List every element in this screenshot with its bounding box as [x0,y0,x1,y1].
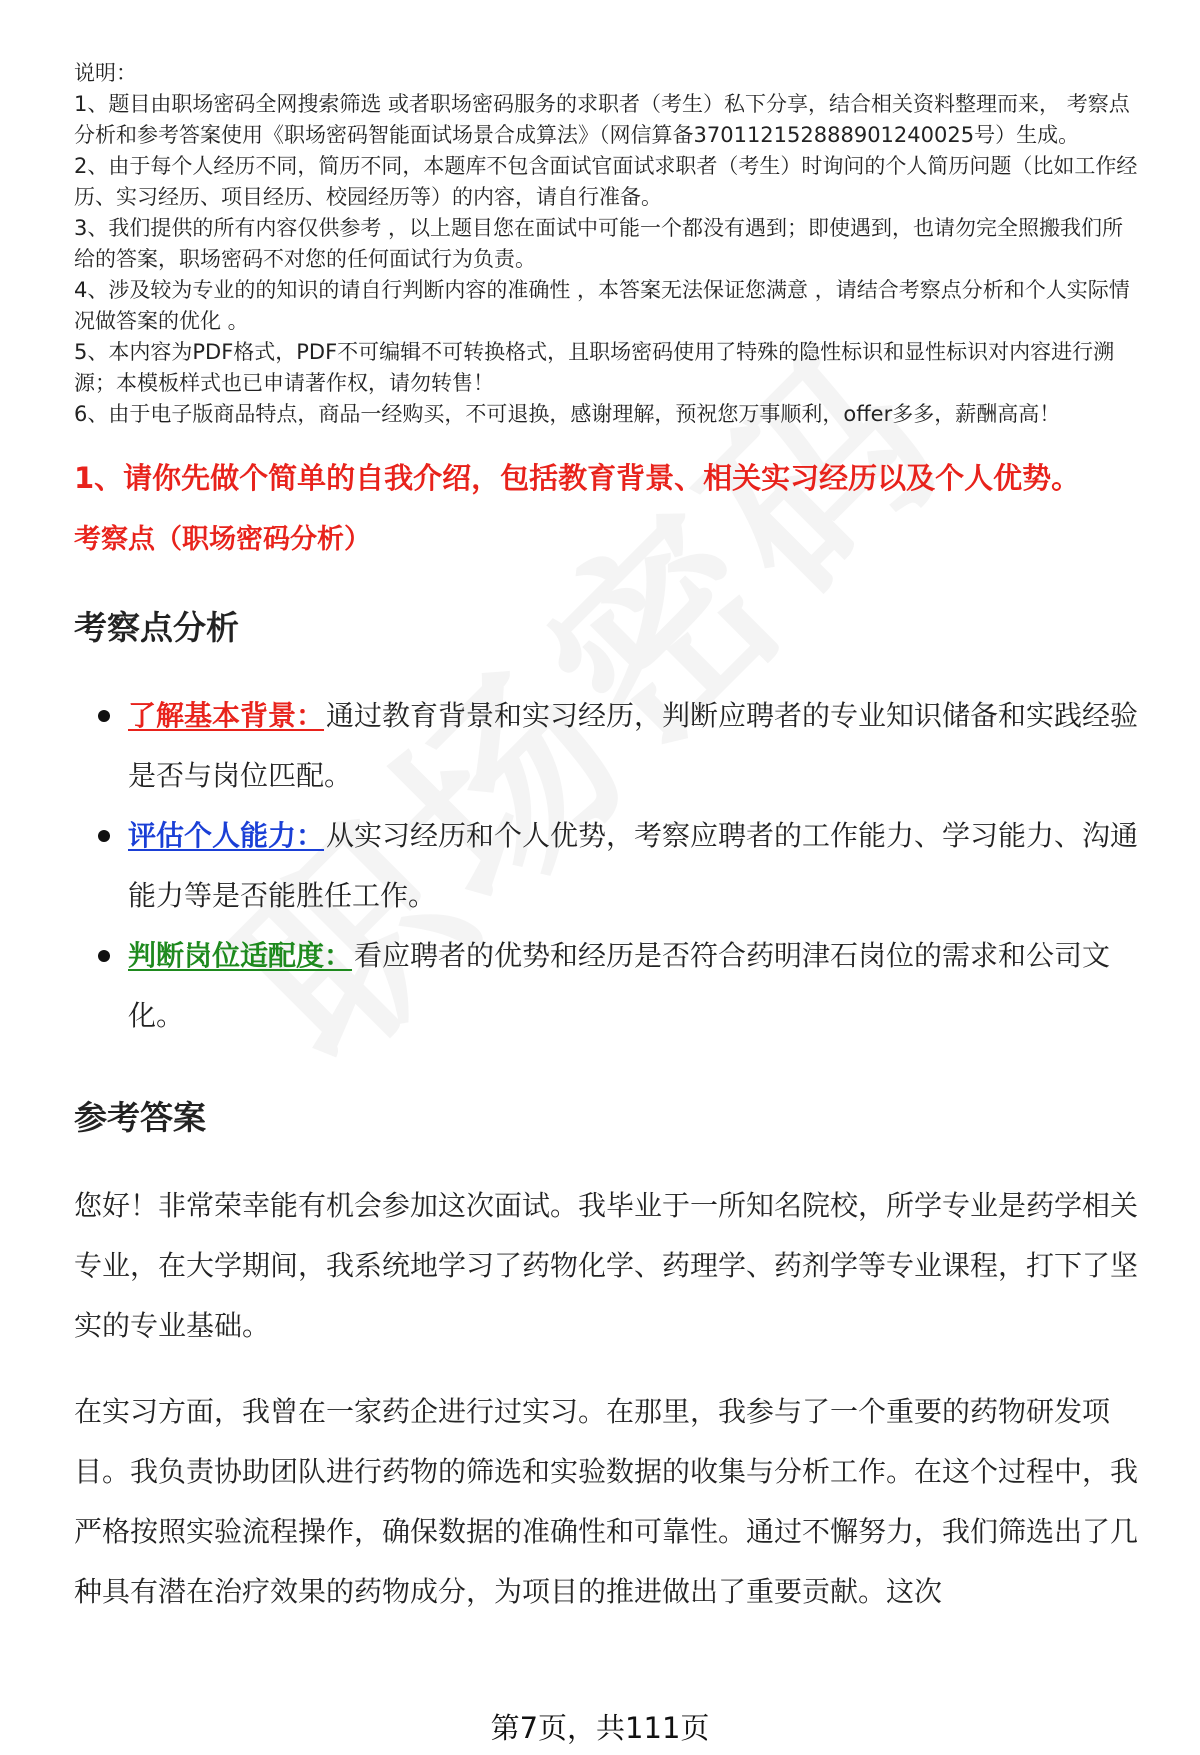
analysis-point [74,686,1142,806]
point-text: 看应聘者的优势和经历是否符合药明津石岗位的需求和公司文化。 [128,939,1111,1032]
notice-title: 说明： [74,61,137,85]
analysis-point [74,926,1142,1046]
notice-item: 1、题目由职场密码全网搜索筛选 或者职场密码服务的求职者（考生）私下分享，结合相关资料整理而来， 考察点分析和参考答案使用《职场密码智能面试场景合成算法》（网信算备370112152888901240025号）生成。 [74,92,1130,147]
bullet-icon [98,710,110,722]
notice-item: 5、本内容为PDF格式，PDF不可编辑不可转换格式，且职场密码使用了特殊的隐性标识和显性标识对内容进行溯源；本模板样式也已申请著作权，请勿转售！ [74,340,1115,395]
analysis-list [74,686,1142,1046]
page-number: 第7页，共111页 [490,1711,710,1745]
answer-heading: 参考答案 [74,1098,206,1137]
bullet-icon [98,950,110,962]
answer-paragraph: 在实习方面，我曾在一家药企进行过实习。在那里，我参与了一个重要的药物研发项目。我负责协助团队进行药物的筛选和实验数据的收集与分析工作。在这个过程中，我严格按照实验流程操作，确保数据的准确性和可靠性。通过不懈努力，我们筛选出了几种具有潜在治疗效果的药物成分，为项目的推进做出了重要贡献。这次 [74,1395,1139,1608]
point-text: 从实习经历和个人优势，考察应聘者的工作能力、学习能力、沟通能力等是否能胜任工作。 [128,819,1139,912]
notice-item: 6、由于电子版商品特点，商品一经购买，不可退换，感谢理解，预祝您万事顺利，offer多多，薪酬高高！ [74,402,1061,426]
notice-item: 3、我们提供的所有内容仅供参考 ，以上题目您在面试中可能一个都没有遇到；即使遇到，也请勿完全照搬我们所给的答案，职场密码不对您的任何面试行为负责。 [74,216,1124,271]
point-label: 判断岗位适配度： [128,939,353,972]
analysis-subtitle: 考察点（职场密码分析） [74,524,371,555]
notice-block [74,58,1142,430]
point-label: 了解基本背景： [128,699,325,732]
answer-paragraph: 您好！非常荣幸能有机会参加这次面试。我毕业于一所知名院校，所学专业是药学相关专业，在大学期间，我系统地学习了药物化学、药理学、药剂学等专业课程，打下了坚实的专业基础。 [74,1189,1139,1342]
notice-item: 2、由于每个人经历不同，简历不同，本题库不包含面试官面试求职者（考生）时询问的个人简历问题（比如工作经历、实习经历、项目经历、校园经历等）的内容，请自行准备。 [74,154,1138,209]
notice-item: 4、涉及较为专业的的知识的请自行判断内容的准确性 ，本答案无法保证您满意 ，请结合考察点分析和个人实际情况做答案的优化 。 [74,278,1130,333]
analysis-heading: 考察点分析 [74,608,239,647]
question-title: 1、请你先做个简单的自我介绍，包括教育背景、相关实习经历以及个人优势。 [74,461,1081,495]
bullet-icon [98,830,110,842]
analysis-point [74,806,1142,926]
point-text: 通过教育背景和实习经历，判断应聘者的专业知识储备和实践经验是否与岗位匹配。 [128,699,1139,792]
point-label: 评估个人能力： [128,819,325,852]
